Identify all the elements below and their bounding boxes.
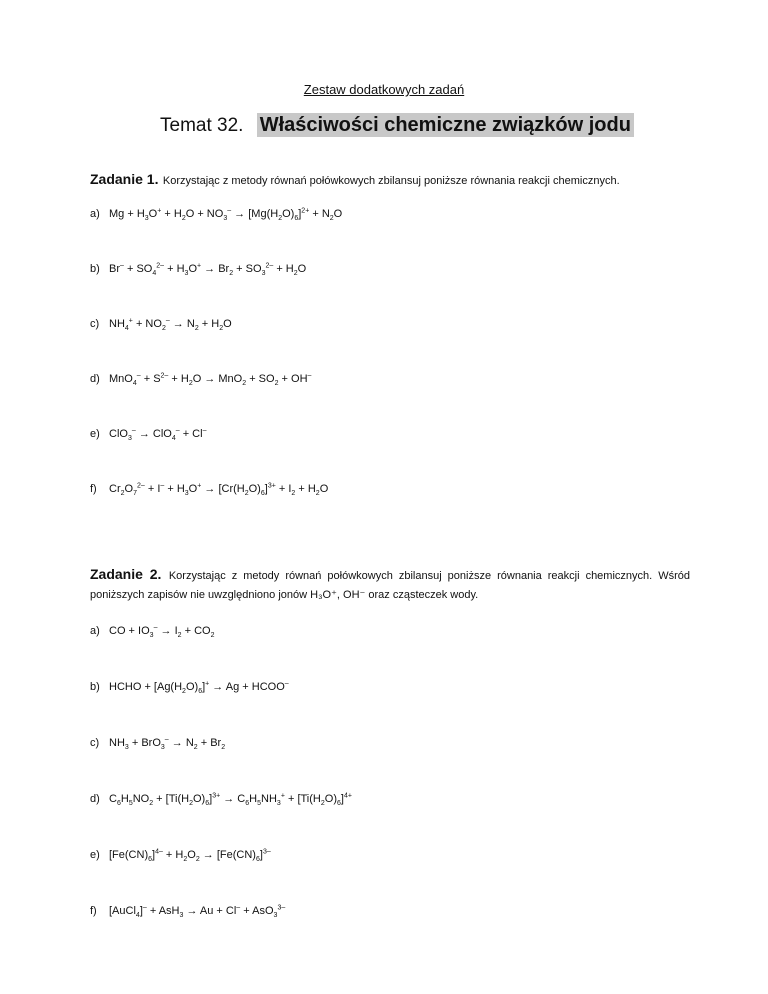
- equation-formula: CO + $IO_3^- \to I_2 + CO_2$: [109, 624, 215, 639]
- equation-formula: $[Fe(CN)_6]^{4-} + H_2O_2 \to [Fe(CN)_6]^{3-}$: [109, 848, 271, 863]
- topic-subject: Właściwości chemiczne związków jodu: [257, 113, 634, 137]
- equation-formula: $Br^- + SO_4^{2-} + H_3O^+ \to Br_2 + SO_3^{2-} + H_2O$: [109, 262, 307, 277]
- equation-letter: f): [90, 482, 97, 495]
- task-1-equation: [90, 262, 306, 277]
- task-2-equation: [90, 736, 225, 751]
- task-1-equation: [90, 317, 232, 332]
- task-1-label: Zadanie 1.: [90, 171, 159, 187]
- task-1-description: Korzystając z metody równań połówkowych zbilansuj poniższe równania reakcji chemicznych.: [162, 175, 620, 187]
- equation-letter: c): [90, 736, 100, 749]
- task-1-equation: [90, 482, 328, 497]
- topic-number: Temat 32.: [160, 115, 244, 136]
- equation-letter: a): [90, 207, 100, 220]
- task-2-equation: [90, 792, 352, 807]
- task-2-equation: [90, 624, 215, 639]
- equation-formula: $C_6H_5NO_2 + [Ti(H_2O)_6]^{3+} \to C_6H_5NH_3^+ + [Ti(H_2O)_6]^{4+}$: [109, 792, 352, 807]
- page-title: [160, 114, 634, 137]
- equation-formula: $MnO_4^- + S^{2-} + H_2O \to MnO_2 + SO_2 + OH^-$: [109, 372, 312, 387]
- task-1-equation: [90, 207, 342, 222]
- equation-formula: HCHO + $[Ag(H_2O)_6]^+ \to Ag$ + HCOO–: [109, 680, 289, 695]
- task-1-equation: [90, 372, 311, 387]
- task-2-equation: [90, 904, 285, 919]
- equation-letter: a): [90, 624, 100, 637]
- equation-formula: $NH_3 + BrO_3^- \to N_2 + Br_2$: [109, 736, 226, 751]
- equation-letter: b): [90, 262, 100, 275]
- equation-formula: $Mg + H_3O^+ + H_2O + NO_3^- \to [Mg(H_2O)_6]^{2+} + N_2O$: [109, 207, 343, 222]
- task-2-equation: [90, 848, 271, 863]
- task-2-heading: [90, 565, 690, 604]
- task-2-description: Korzystając z metody równań połówkowych zbilansuj poniższe równania reakcji chemicznych. Wśród poniższych zapisów nie uwzględniono jonów H₃O⁺, OH⁻ oraz cząsteczek wody.: [90, 570, 690, 601]
- equation-letter: f): [90, 904, 97, 917]
- equation-letter: e): [90, 427, 100, 440]
- equation-formula: $NH_4^+ + NO_2^- \to N_2 + H_2O$: [109, 317, 232, 332]
- task-1-heading: [90, 170, 690, 190]
- equation-formula: ClO$_3$– → ClO$_4$– + Cl–: [109, 427, 207, 442]
- equation-letter: d): [90, 372, 100, 385]
- task-1-equation: [90, 427, 206, 442]
- equation-letter: d): [90, 792, 100, 805]
- task-2-equation: [90, 680, 289, 695]
- document-header: Zestaw dodatkowych zadań: [303, 82, 465, 97]
- equation-letter: e): [90, 848, 100, 861]
- equation-letter: b): [90, 680, 100, 693]
- task-2-label: Zadanie 2.: [90, 566, 162, 582]
- equation-formula: [AuCl$_4$]– + AsH$_3$ → Au + Cl– + AsO$_3^{3-}$: [109, 904, 286, 919]
- equation-letter: c): [90, 317, 100, 330]
- equation-formula: $Cr_2O_7^{2-} + I^- + H_3O^+ \to [Cr(H_2O)_6]^{3+} + I_2 + H_2O$: [109, 482, 329, 497]
